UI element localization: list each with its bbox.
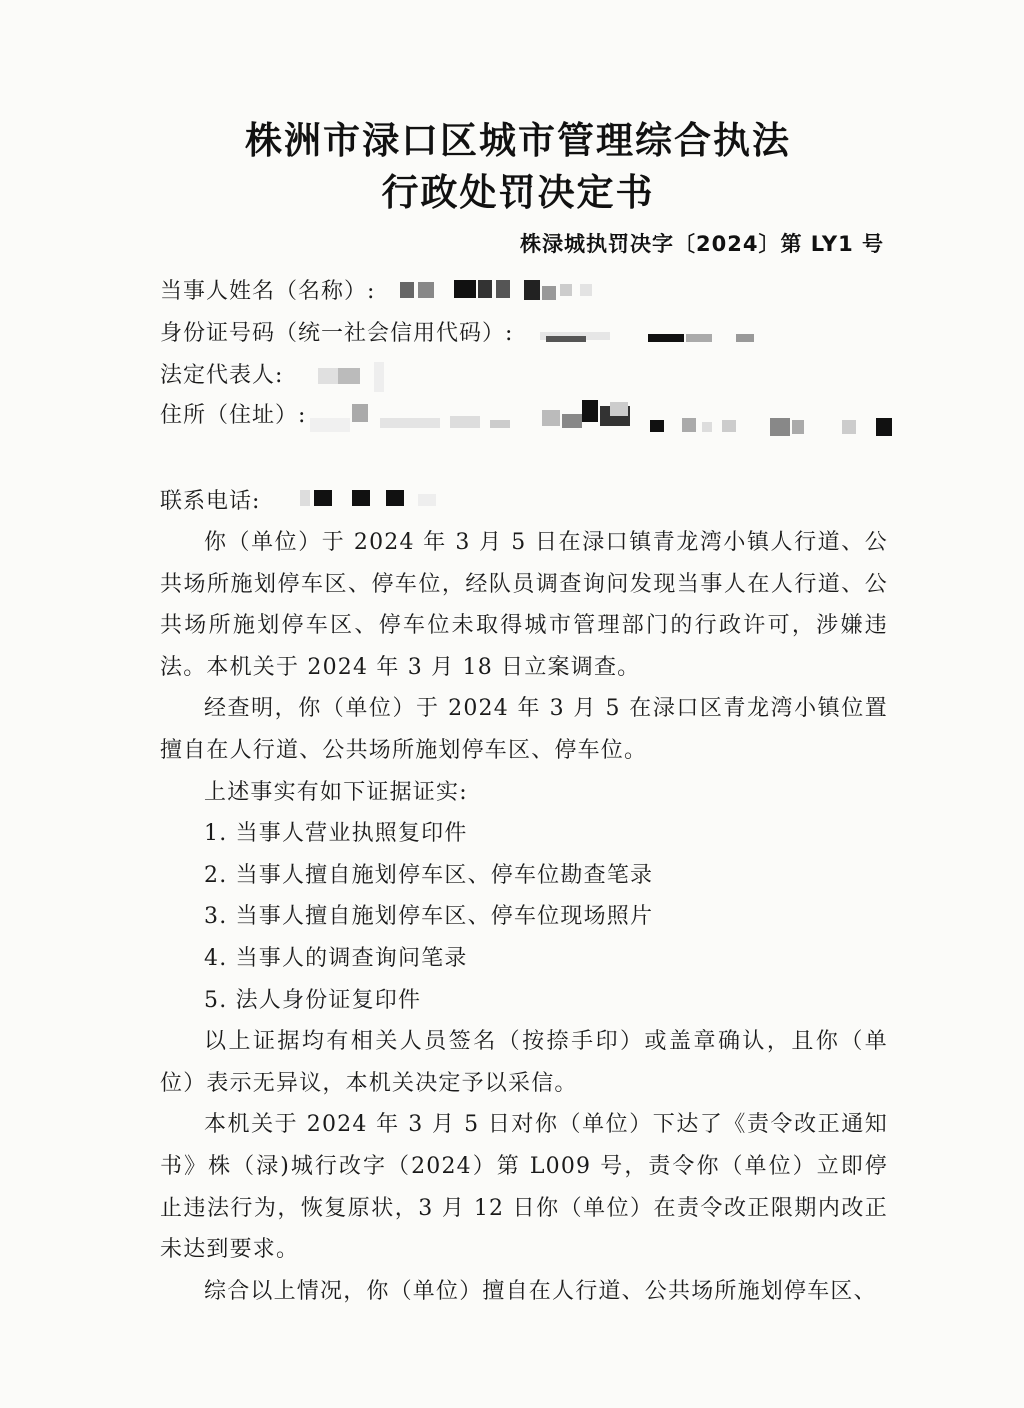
- document-number: 株渌城执罚决字〔2024〕第 LY1 号: [520, 232, 884, 256]
- body-paragraph-6: 综合以上情况，你（单位）擅自在人行道、公共场所施划停车区、: [204, 1278, 877, 1304]
- evidence-item: 3. 当事人擅自施划停车区、停车位现场照片: [204, 904, 654, 930]
- id-number-redacted: [540, 318, 770, 348]
- document-title-line1: 株洲市渌口区城市管理综合执法: [245, 119, 791, 162]
- evidence-item: 2. 当事人擅自施划停车区、停车位勘查笔录: [204, 862, 654, 888]
- legal-rep-label: 法定代表人:: [160, 363, 284, 388]
- phone-label: 联系电话:: [160, 489, 261, 514]
- body-paragraph-5: 本机关于 2024 年 3 月 5 日对你（单位）下达了《责令改正通知书》株（渌)城行改字（2024）第 L009 号，责令你（单位）立即停止违法行为，恢复原状，3 月 12 日你（单位）在责令改正限期内改正未达到要求。: [160, 1112, 888, 1263]
- phone-redacted: [300, 488, 450, 512]
- evidence-item: 5. 法人身份证复印件: [204, 987, 422, 1013]
- id-number-label: 身份证号码（统一社会信用代码）:: [160, 321, 514, 346]
- legal-rep-redacted: [312, 362, 402, 392]
- document-body: [160, 522, 888, 1312]
- address-label: 住所（住址）:: [160, 403, 307, 428]
- party-name-label: 当事人姓名（名称）:: [160, 279, 376, 304]
- address-redacted: [310, 396, 900, 442]
- body-paragraph-3: 上述事实有如下证据证实:: [204, 779, 468, 805]
- body-paragraph-2: 经查明，你（单位）于 2024 年 3 月 5 在渌口区青龙湾小镇位置擅自在人行道、公共场所施划停车区、停车位。: [160, 696, 888, 763]
- evidence-item: 4. 当事人的调查询问笔录: [204, 945, 468, 971]
- body-paragraph-4: 以上证据均有相关人员签名（按捺手印）或盖章确认，且你（单位）表示无异议，本机关决定予以采信。: [160, 1029, 888, 1096]
- body-paragraph-1: 你（单位）于 2024 年 3 月 5 日在渌口镇青龙湾小镇人行道、公共场所施划停车区、停车位，经队员调查询问发现当事人在人行道、公共场所施划停车区、停车位未取得城市管理部门的行政许可，涉嫌违法。本机关于 2024 年 3 月 18 日立案调查。: [160, 530, 888, 680]
- document-title-line2: 行政处罚决定书: [381, 171, 655, 214]
- party-name-redacted: [400, 280, 600, 302]
- evidence-item: 1. 当事人营业执照复印件: [204, 821, 468, 847]
